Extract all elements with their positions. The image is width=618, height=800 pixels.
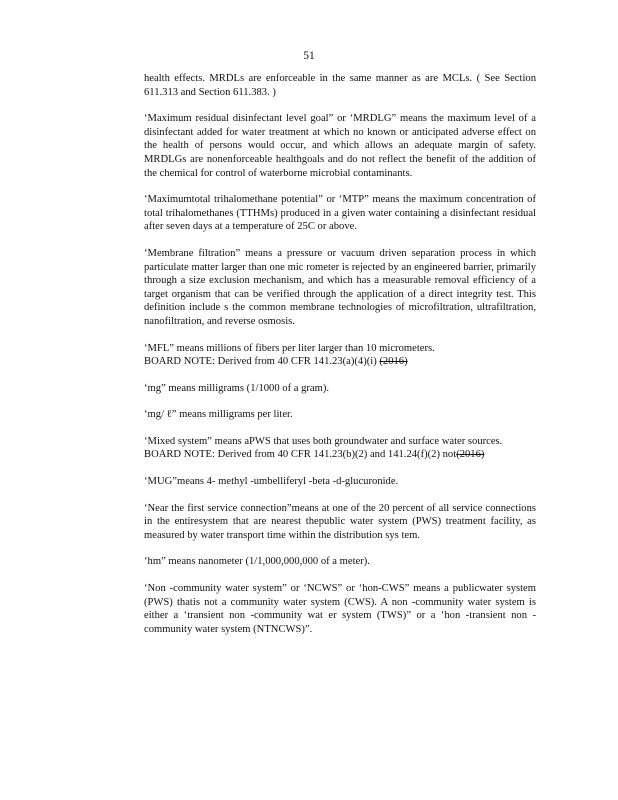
paragraph-mg: ‘mg” means milligrams (1/1000 of a gram). bbox=[144, 382, 330, 394]
paragraph-mrdlg: ‘Maximum residual disinfectant level goal” or ‘MRDLG” means the maximum level of a disinfectant added for water treatment at which no known or anticipated adverse effect on the health of persons would occur, and which allows an adequate margin of safety. MRDLGs are nonenforceable healthgoals and do not reflect the benefit of the addition of the chemical for control of waterborne microbial contaminants. bbox=[144, 113, 536, 179]
mfl-note-text: BOARD NOTE: Derived from 40 CFR 141.23(a)(4)(i) bbox=[144, 356, 377, 368]
mixed-note-struck: (2016) bbox=[456, 449, 485, 461]
mfl-note-struck: (2016) bbox=[379, 356, 408, 368]
paragraph-ncws: ‘Non -community water system” or ‘NCWS” or ‘hon-CWS” means a publicwater system (PWS) thatis not a community water system (CWS). A non -community water system is either a ‘transient non -community wat er system (TWS)” or a ‘hon -transient non -community water system (NTNCWS)”. bbox=[144, 583, 536, 635]
paragraph-mug: ‘MUG”means 4- methyl -umbelliferyl -beta -d-glucuronide. bbox=[144, 476, 399, 488]
paragraph-mixed-system bbox=[144, 435, 536, 462]
mixed-definition: ‘Mixed system” means aPWS that uses both groundwater and surface water sources. bbox=[144, 435, 503, 447]
paragraph-mfl bbox=[144, 342, 536, 369]
mfl-board-note bbox=[144, 355, 536, 369]
paragraph-near-first-service: ‘Near the first service connection”means at one of the 20 percent of all service connections in the entiresystem that are nearest thepublic water system (PWS) treatment facility, as measured by water transport time within the distribution sys tem. bbox=[144, 502, 536, 541]
mfl-definition: ‘MFL” means millions of fibers per liter larger than 10 micrometers. bbox=[144, 342, 435, 354]
page-number: 51 bbox=[303, 50, 315, 62]
mixed-board-note bbox=[144, 448, 536, 462]
paragraph-membrane-filtration: ‘Membrane filtration” means a pressure or vacuum driven separation process in which particulate matter larger than one mic rometer is rejected by an engineered barrier, primarily through a size exclusion mechanism, and which has a measurable removal efficiency of a target organism that can be verified through the application of a direct integrity test. This definition include s the common membrane technologies of microfiltration, ultrafiltration, nanofiltration, and reverse osmosis. bbox=[144, 247, 536, 327]
paragraph-mtp: ‘Maximumtotal trihalomethane potential” or ‘MTP” means the maximum concentration of total trihalomethanes (TTHMs) produced in a given water containing a disinfectant residual after seven days at a temperature of 25C or above. bbox=[144, 194, 536, 233]
paragraph-nm: ‘hm” means nanometer (1/1,000,000,000 of a meter). bbox=[144, 556, 370, 568]
paragraph-mg-per-liter: ‘mg/ ℓ” means milligrams per liter. bbox=[144, 409, 293, 421]
paragraph-mrdl-continued: health effects. MRDLs are enforceable in the same manner as are MCLs. ( See Section 611.313 and Section 611.383. ) bbox=[144, 73, 536, 98]
mixed-note-text: BOARD NOTE: Derived from 40 CFR 141.23(b)(2) and 141.24(f)(2) not bbox=[144, 449, 457, 461]
document-body bbox=[144, 72, 536, 649]
